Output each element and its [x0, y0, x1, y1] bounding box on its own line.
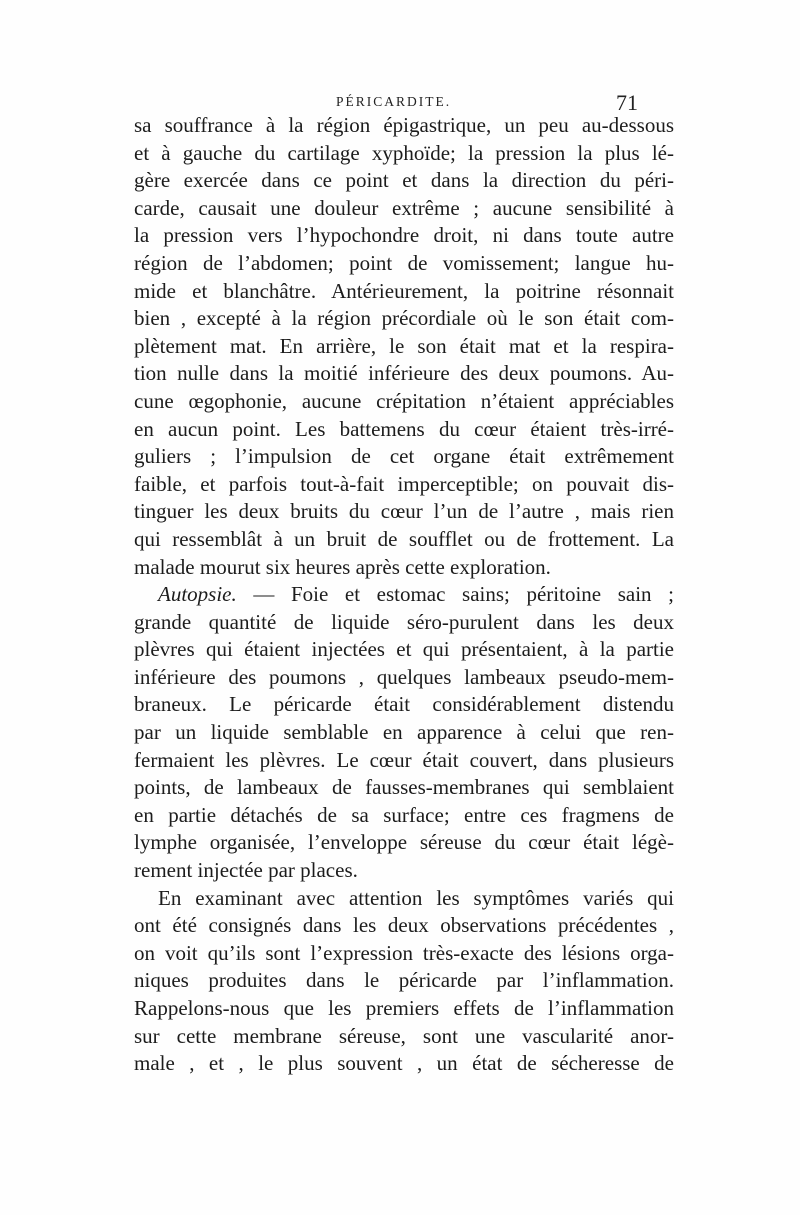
text-line: En examinant avec attention les symptômes variés qui — [158, 885, 674, 910]
text-line: gère exercée dans ce point et dans la direction du péri- — [134, 168, 674, 193]
text-line: braneux. Le péricarde était considérablement distendu — [134, 692, 674, 717]
text-line: sa souffrance à la région épigastrique, un peu au-dessous — [134, 113, 674, 137]
text-line: faible, et parfois tout-à-fait imperceptible; on pouvait dis- — [134, 471, 674, 496]
text-line: plèvres qui étaient injectées et qui présentaient, à la partie — [134, 637, 674, 662]
text-line: grande quantité de liquide séro-purulent dans les deux — [134, 609, 674, 634]
text-line: male , et , le plus souvent , un état de sécheresse de — [134, 1051, 674, 1076]
text-line: rement injectée par places. — [134, 858, 358, 883]
text-line: et à gauche du cartilage xyphoïde; la pression la plus lé- — [134, 140, 674, 165]
text-line: bien , excepté à la région précordiale où le son était com- — [134, 306, 674, 331]
text-line: points, de lambeaux de fausses-membranes qui semblaient — [134, 775, 674, 800]
text-line: tion nulle dans la moitié inférieure des deux poumons. Au- — [134, 361, 674, 386]
text-line: ont été consignés dans les deux observations précédentes , — [134, 913, 674, 938]
autopsie-text: Foie et estomac sains; péritoine sain ; — [290, 582, 674, 607]
running-head: PÉRICARDITE. — [336, 94, 452, 109]
text-line: par un liquide semblable en apparence à celui que ren- — [134, 720, 674, 745]
text-line: on voit qu’ils sont l’expression très-exacte des lésions orga- — [134, 940, 674, 965]
text-line: tinguer les deux bruits du cœur l’un de l’autre , mais rien — [134, 499, 674, 524]
page-number: 71 — [616, 90, 638, 115]
body-text — [134, 112, 674, 1078]
text-line: carde, causait une douleur extrême ; aucune sensibilité à — [134, 195, 674, 220]
autopsie-line — [134, 581, 674, 609]
text-line: qui ressemblât à un bruit de soufflet ou de frottement. La — [134, 526, 674, 551]
autopsie-label: Autopsie. — [158, 582, 237, 607]
text-line: Rappelons-nous que les premiers effets de l’inflammation — [134, 996, 674, 1020]
text-line: en partie détachés de sa surface; entre ces fragmens de — [134, 802, 674, 827]
autopsie-dash: — — [236, 582, 291, 607]
text-line: guliers ; l’impulsion de cet organe était extrêmement — [134, 444, 674, 469]
text-line: région de l’abdomen; point de vomissement; langue hu- — [134, 250, 674, 275]
text-line: cune œgophonie, aucune crépitation n’étaient appréciables — [134, 388, 674, 413]
text-line: mide et blanchâtre. Antérieurement, la poitrine résonnait — [134, 278, 674, 303]
text-line: fermaient les plèvres. Le cœur était couvert, dans plusieurs — [134, 747, 674, 772]
text-line: la pression vers l’hypochondre droit, ni dans toute autre — [134, 223, 674, 248]
text-line: plètement mat. En arrière, le son était mat et la respira- — [134, 333, 674, 358]
text-line: sur cette membrane séreuse, sont une vascularité anor- — [134, 1023, 674, 1048]
text-line: en aucun point. Les battemens du cœur étaient très-irré- — [134, 416, 674, 441]
text-line: malade mourut six heures après cette exploration. — [134, 554, 551, 579]
text-line: niques produites dans le péricarde par l’inflammation. — [134, 968, 674, 993]
text-line: lymphe organisée, l’enveloppe séreuse du cœur était légè- — [134, 830, 674, 855]
text-line: inférieure des poumons , quelques lambeaux pseudo-mem- — [134, 664, 674, 689]
